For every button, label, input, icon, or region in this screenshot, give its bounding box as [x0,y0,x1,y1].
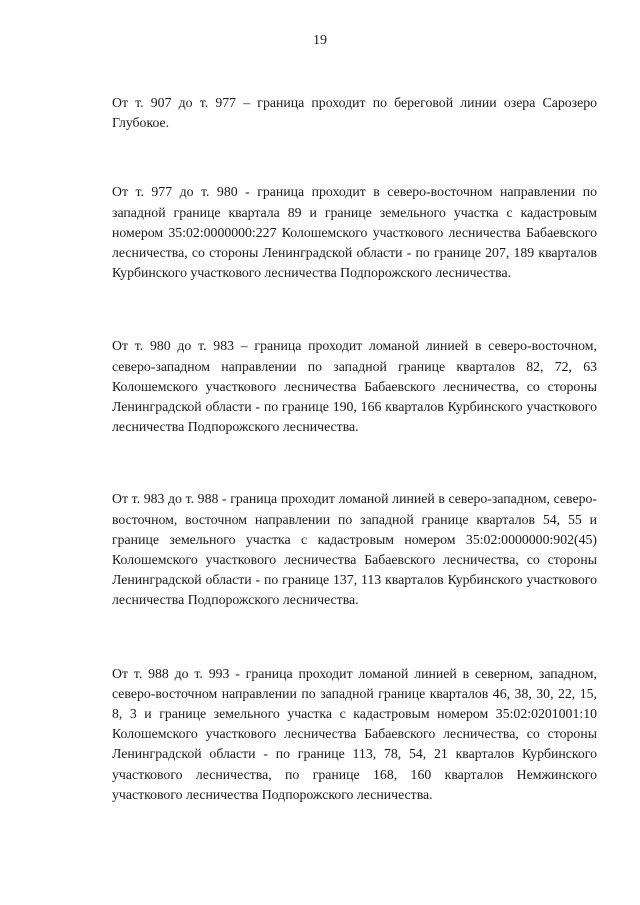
document-body [112,93,597,855]
page-number: 19 [313,33,327,48]
paragraph-boundary-988-993: От т. 988 до т. 993 - граница проходит ломаной линией в северном, западном, северо-восточном направлении по западной границе кварталов 46, 38, 30, 22, 15, 8, 3 и границе земельного участка с кадастровым номером 35:02:0201001:10 Колошемского участкового лесничества Бабаевского лесничества, со стороны Ленинградской области - по границе 113, 78, 54, 21 кварталов Курбинского участкового лесничества, по границе 168, 160 кварталов Немжинского участкового лесничества Подпорожского лесничества. [112,665,597,802]
paragraph-boundary-907-977: От т. 907 до т. 977 – граница проходит по береговой линии озера Сарозеро Глубокое. [112,95,597,131]
paragraph-boundary-977-980: От т. 977 до т. 980 - граница проходит в северо-восточном направлении по западной границе квартала 89 и границе земельного участка с кадастровым номером 35:02:0000000:227 Колошемского участкового лесничества Бабаевского лесничества, со стороны Ленинградской области - по границе 207, 189 кварталов Курбинского участкового лесничества Подпорожского лесничества. [112,184,597,281]
paragraph-boundary-983-988: От т. 983 до т. 988 - граница проходит ломаной линией в северо-западном, северо-восточном, восточном направлении по западной границе кварталов 54, 55 и границе земельного участка с кадастровым номером 35:02:0000000:902(45) Колошемского участкового лесничества Бабаевского лесничества, со стороны Ленинградской области - по границе 137, 113 кварталов Курбинского участкового лесничества Подпорожского лесничества. [112,491,597,608]
paragraph-boundary-980-983: От т. 980 до т. 983 – граница проходит ломаной линией в северо-восточном, северо-западном направлении по западной границе кварталов 82, 72, 63 Колошемского участкового лесничества Бабаевского лесничества, со стороны Ленинградской области - по границе 190, 166 кварталов Курбинского участкового лесничества Подпорожского лесничества. [112,338,597,435]
